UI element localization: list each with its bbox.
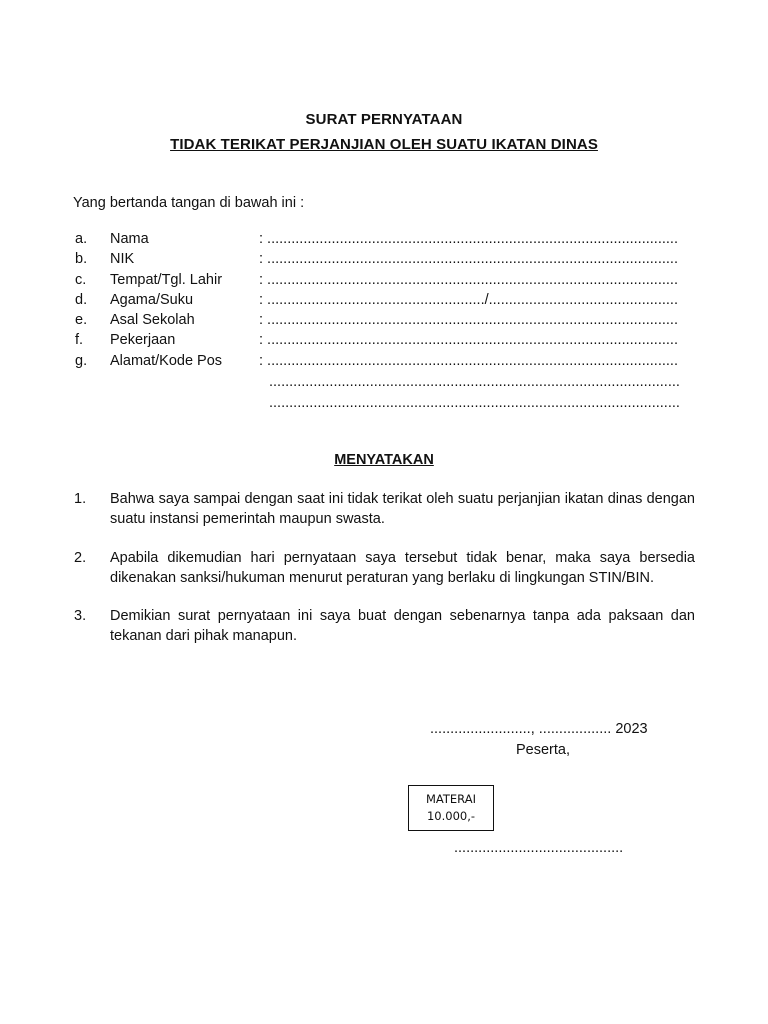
field-blank: : ...................................................................................................... — [259, 332, 678, 348]
stamp-value: 10.000,- — [426, 809, 476, 823]
field-label: Nama — [110, 231, 149, 247]
field-blank: : ...................................................................................................... — [259, 251, 678, 267]
statement-number: 3. — [74, 608, 87, 624]
section-heading: MENYATAKAN — [334, 452, 434, 468]
statement-text: Bahwa saya sampai dengan saat ini tidak terikat oleh suatu perjanjian ikatan dinas dengan suatu instansi pemerintah maupun swasta. — [110, 491, 695, 527]
field-blank: : ...................................................................................................... — [259, 272, 678, 288]
field-letter: b. — [75, 251, 88, 267]
field-nama — [0, 231, 768, 251]
field-agama-suku — [0, 292, 768, 312]
statement-number: 2. — [74, 550, 87, 566]
field-label: Asal Sekolah — [110, 312, 195, 328]
address-continuation-line: ...................................................................................................... — [269, 374, 680, 390]
field-blank: : ....................................................../............................................... — [259, 292, 678, 308]
document-title: SURAT PERNYATAAN — [305, 111, 463, 128]
field-alamat-kode-pos — [0, 353, 768, 373]
field-asal-sekolah — [0, 312, 768, 332]
field-label: NIK — [110, 251, 135, 267]
field-letter: a. — [75, 231, 88, 247]
field-letter: c. — [75, 272, 87, 288]
signatory-role: Peserta, — [516, 742, 570, 758]
address-continuation-line: ...................................................................................................... — [269, 395, 680, 411]
materai-stamp-box — [408, 785, 494, 831]
field-letter: g. — [75, 353, 88, 369]
field-blank: : ...................................................................................................... — [259, 231, 678, 247]
statement-text: Apabila dikemudian hari pernyataan saya tersebut tidak benar, maka saya bersedia dikenakan sanksi/hukuman menurut peraturan yang berlaku di lingkungan STIN/BIN. — [110, 550, 695, 586]
place-date-line: ........................., .................. 2023 — [430, 721, 648, 737]
field-letter: e. — [75, 312, 88, 328]
field-blank: : ...................................................................................................... — [259, 312, 678, 328]
field-tempat-tgl-lahir — [0, 272, 768, 292]
field-nik — [0, 251, 768, 271]
field-letter: f. — [75, 332, 84, 348]
statement-text: Demikian surat pernyataan ini saya buat dengan sebenarnya tanpa ada paksaan dan tekanan dari pihak manapun. — [110, 608, 695, 644]
field-pekerjaan — [0, 332, 768, 352]
signature-name-line: .......................................... — [454, 840, 624, 856]
field-letter: d. — [75, 292, 88, 308]
field-label: Agama/Suku — [110, 292, 194, 308]
intro-text: Yang bertanda tangan di bawah ini : — [73, 195, 305, 211]
field-label: Alamat/Kode Pos — [110, 353, 223, 369]
document-subtitle: TIDAK TERIKAT PERJANJIAN OLEH SUATU IKATAN DINAS — [170, 136, 598, 153]
statement-number: 1. — [74, 491, 87, 507]
field-blank: : ...................................................................................................... — [259, 353, 678, 369]
field-label: Tempat/Tgl. Lahir — [110, 272, 223, 288]
stamp-label: MATERAI — [426, 792, 476, 806]
field-label: Pekerjaan — [110, 332, 176, 348]
